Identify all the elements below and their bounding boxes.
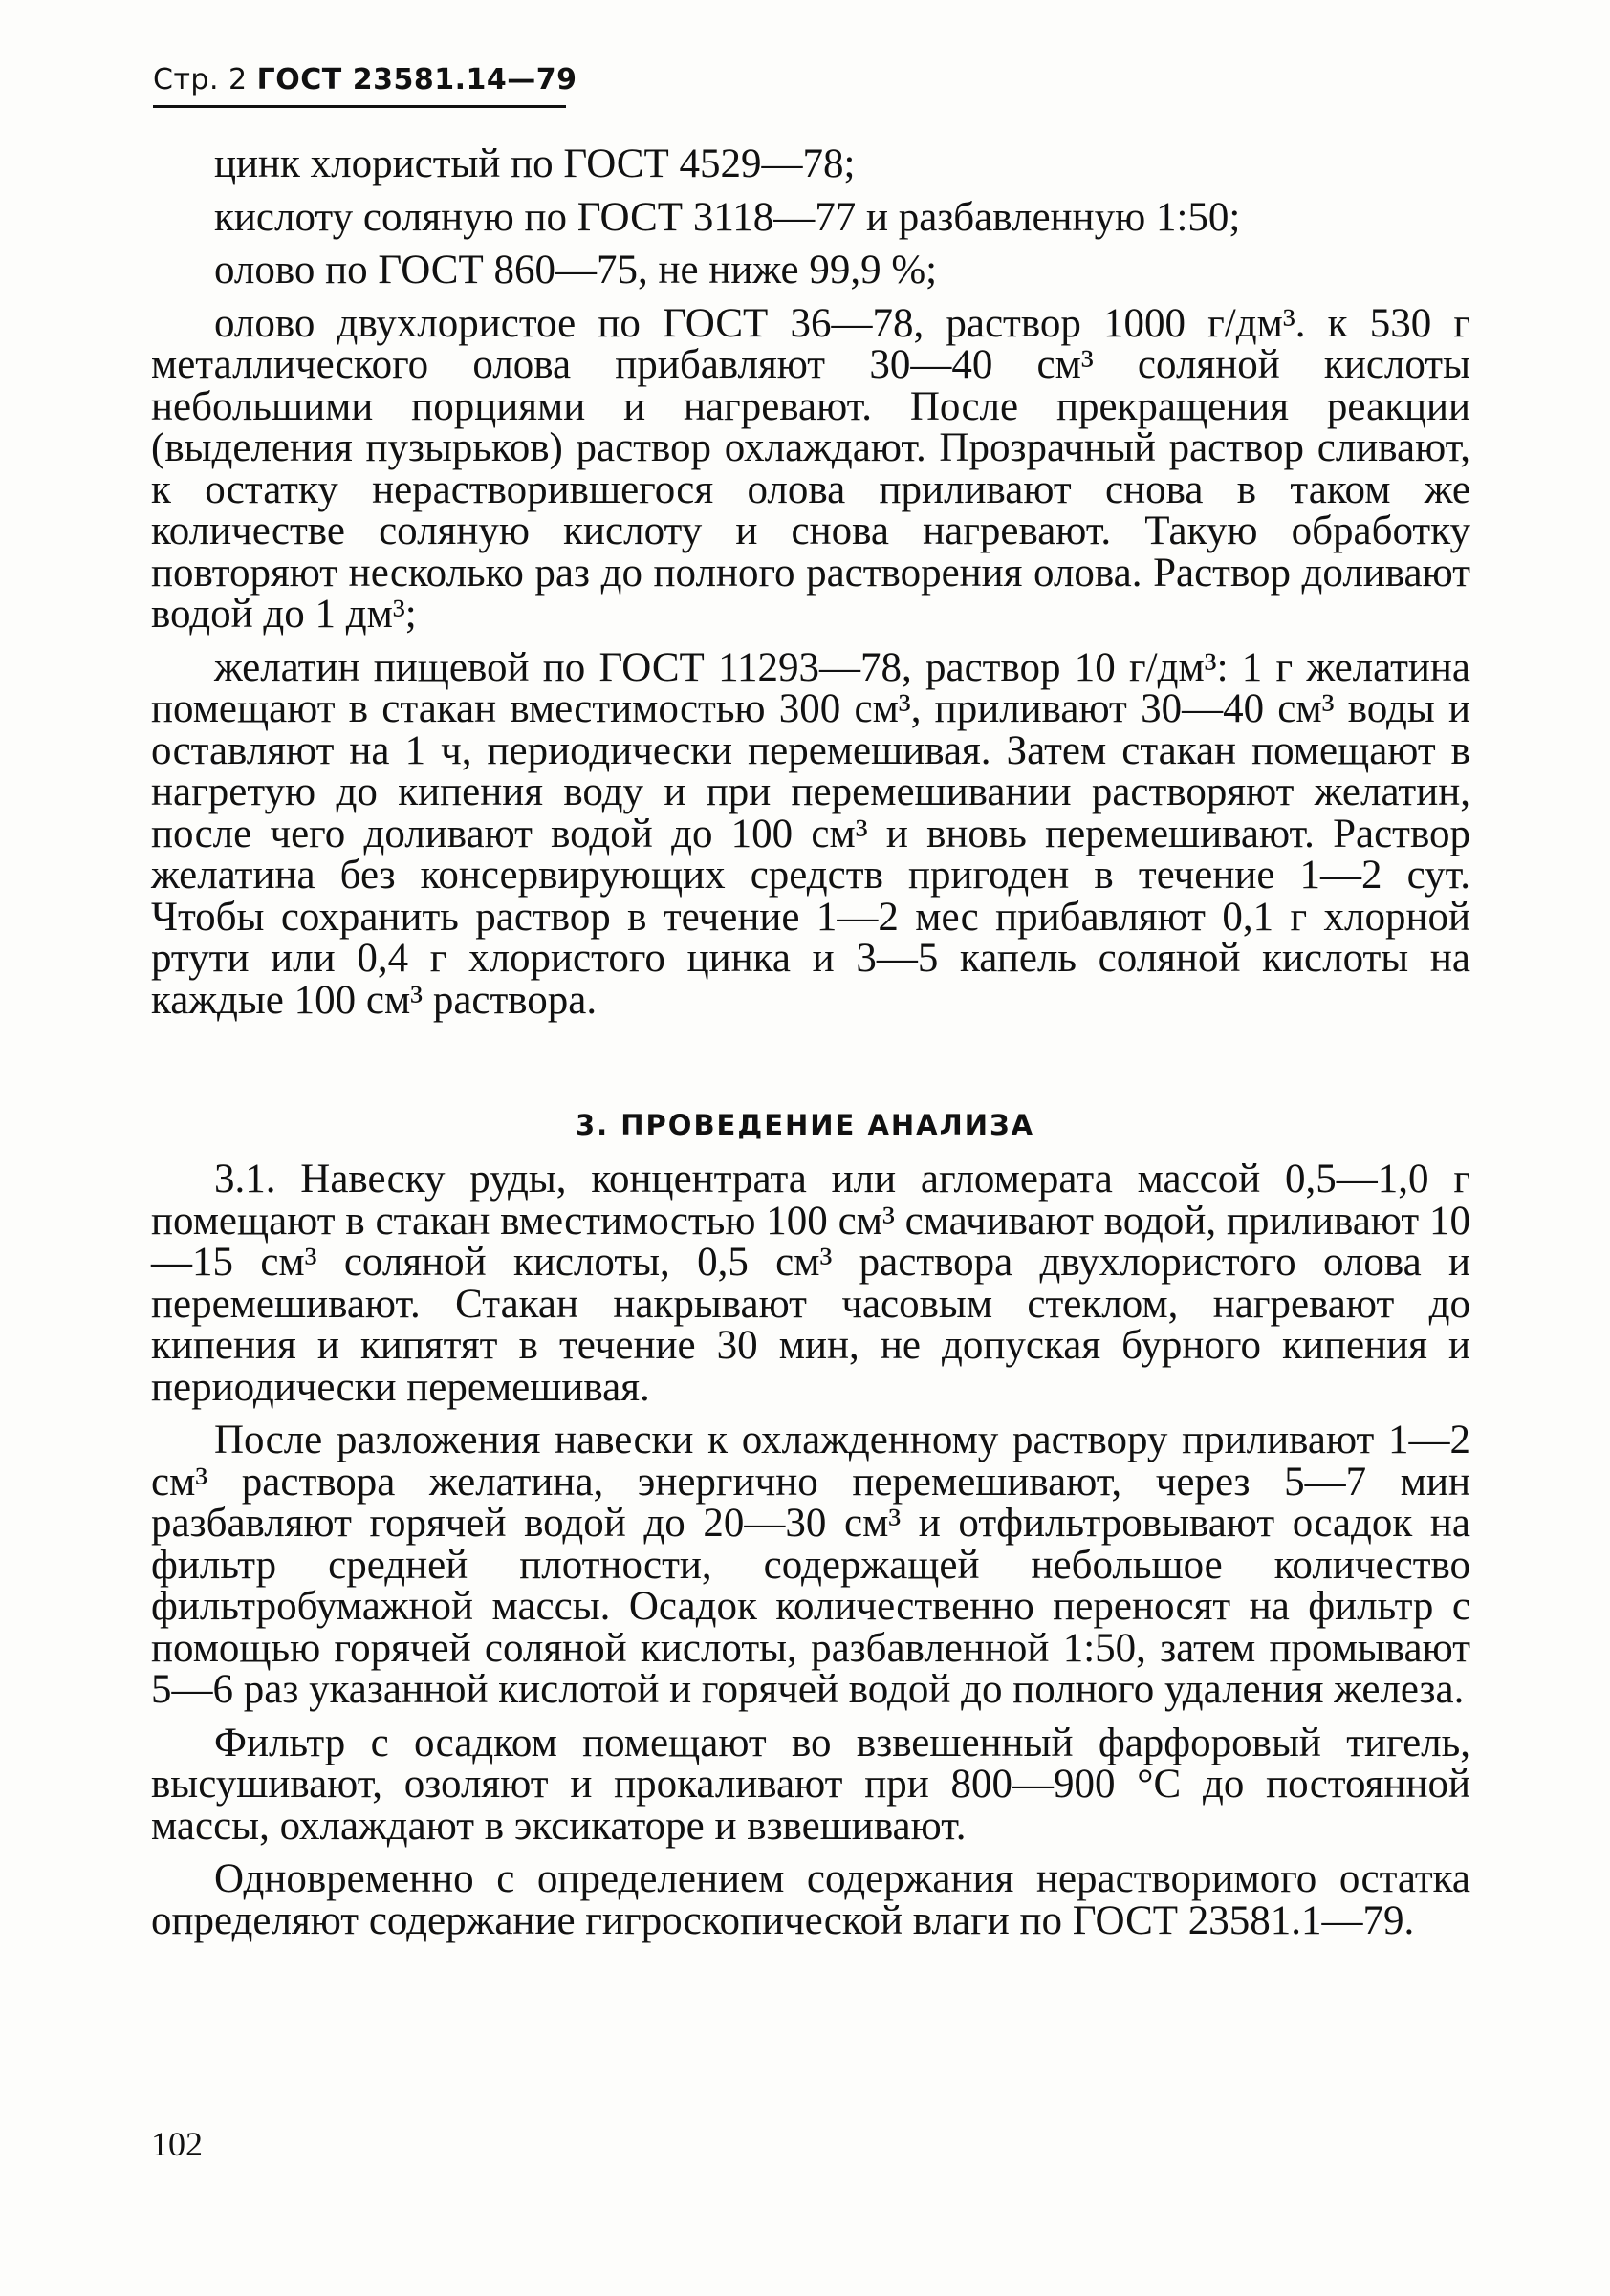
reagent-tin-dichloride: олово двухлористое по ГОСТ 36—78, раствор 1000 г/дм³. к 530 г металлического олова прибавляют 30—40 см³ соляной кислоты небольшими порциями и нагревают. После прекращения реакции (выделения пузырьков) раствор охлаждают. Прозрачный раствор сливают, к остатку нерастворившегося олова приливают снова в таком же количестве соляную кислоту и снова нагревают. Такую обработку повторяют несколько раз до полного растворения олова. Раствор доливают водой до 1 дм³; [151,300,1470,637]
analysis-procedure [151,1159,1470,1953]
reagent-hydrochloric-acid: кислоту соляную по ГОСТ 3118—77 и разбавленную 1:50; [214,194,1241,240]
procedure-paragraph: После разложения навески к охлажденному раствору приливают 1—2 см³ раствора желатина, энергично перемешивают, через 5—7 мин разбавляют горячей водой до 20—30 см³ и отфильтровывают осадок на фильтр средней плотности, содержащей небольшое количество фильтробумажной массы. Осадок количественно переносят на фильтр с помощью горячей соляной кислоты, разбавленной 1:50, затем промывают 5—6 раз указанной кислотой и горячей водой до полного удаления железа. [151,1418,1470,1712]
header-rule [153,105,566,108]
reagents-list [151,143,1470,1032]
running-header [153,63,577,97]
procedure-paragraph: Одновременно с определением содержания нерастворимого остатка определяют содержание гигроскопической влаги по ГОСТ 23581.1—79. [151,1856,1470,1943]
reagent-zinc-chloride: цинк хлористый по ГОСТ 4529—78; [214,141,856,186]
procedure-paragraph: Фильтр с осадком помещают во взвешенный фарфоровый тигель, высушивают, озоляют и прокаливают при 800—900 °С до постоянной массы, охлаждают в эксикаторе и взвешивают. [151,1720,1470,1849]
section-heading: 3. ПРОВЕДЕНИЕ АНАЛИЗА [575,1109,1035,1141]
document-code: ГОСТ 23581.14—79 [256,63,577,97]
page-label: Стр. 2 [153,63,248,97]
reagent-gelatin: желатин пищевой по ГОСТ 11293—78, раствор 10 г/дм³: 1 г желатина помещают в стакан вместимостью 300 см³, приливают 30—40 см³ воды и оставляют на 1 ч, периодически перемешивая. Затем стакан помещают в нагретую до кипения воду и при перемешивании растворяют желатин, после чего доливают водой до 100 см³ и вновь перемешивают. Раствор желатина без консервирующих средств пригоден в течение 1—2 сут. Чтобы сохранить раствор в течение 1—2 мес прибавляют 0,1 г хлорной ртути или 0,4 г хлористого цинка и 3—5 капель соляной кислоты на каждые 100 см³ раствора. [151,644,1470,1023]
page-number: 102 [151,2125,203,2163]
procedure-paragraph: 3.1. Навеску руды, концентрата или агломерата массой 0,5—1,0 г помещают в стакан вместимостью 100 см³ смачивают водой, приливают 10—15 см³ соляной кислоты, 0,5 см³ раствора двухлористого олова и перемешивают. Стакан накрывают часовым стеклом, нагревают до кипения и кипятят в течение 30 мин, не допуская бурного кипения и периодически перемешивая. [151,1157,1470,1410]
reagent-tin: олово по ГОСТ 860—75, не ниже 99,9 %; [214,248,938,292]
